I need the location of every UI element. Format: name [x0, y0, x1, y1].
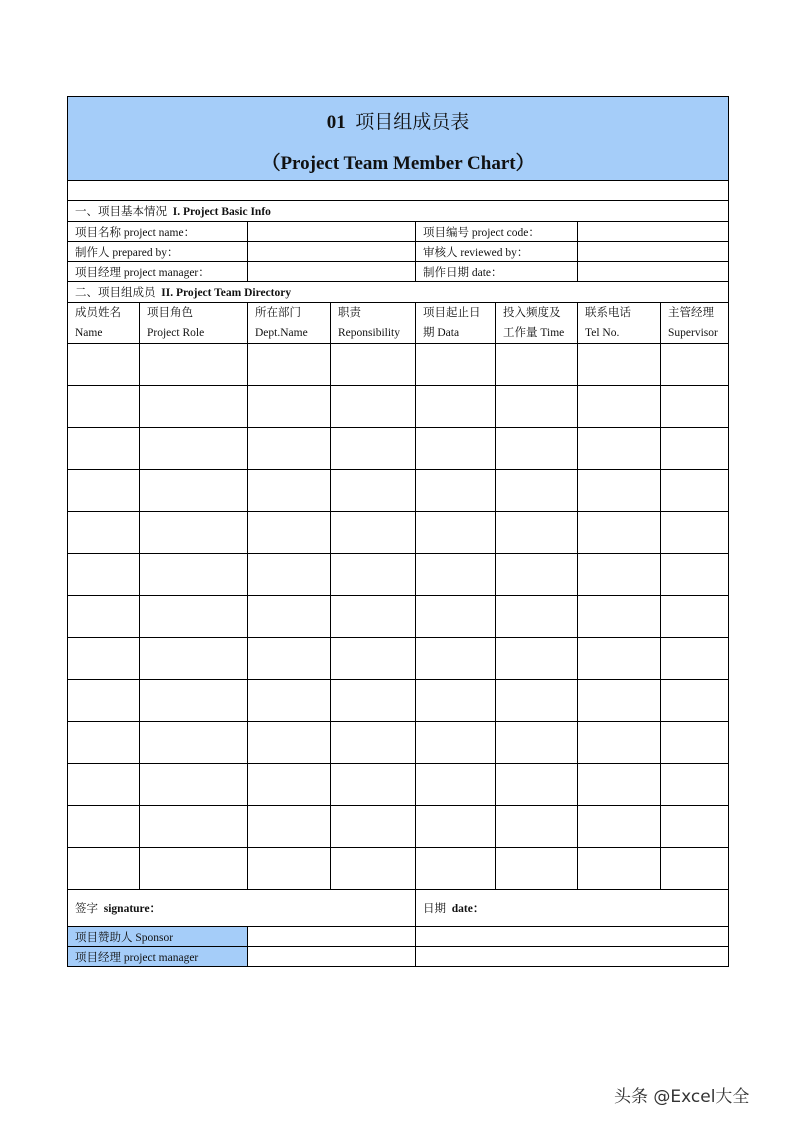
- project-name-label: 项目名称 project name：: [68, 222, 248, 242]
- table-cell[interactable]: [331, 806, 416, 848]
- column-header-en: Reponsibility: [338, 327, 400, 339]
- watermark: 头条 @Excel大全: [614, 1087, 750, 1107]
- title-en: （Project Team Member Chart）: [261, 152, 535, 174]
- sponsor-field[interactable]: [248, 927, 416, 947]
- section-basic-info: [68, 201, 729, 222]
- table-cell[interactable]: [68, 596, 140, 638]
- table-cell[interactable]: [331, 428, 416, 470]
- table-row: [68, 722, 729, 764]
- table-cell[interactable]: [331, 596, 416, 638]
- table-cell[interactable]: [661, 764, 729, 806]
- column-header-cn: 投入频度及: [503, 307, 561, 319]
- column-header-cn: 联系电话: [585, 307, 631, 319]
- table-cell[interactable]: [68, 764, 140, 806]
- table-cell[interactable]: [68, 638, 140, 680]
- table-cell[interactable]: [140, 470, 248, 512]
- table-cell[interactable]: [331, 638, 416, 680]
- title-line-cn: [68, 107, 728, 134]
- table-cell[interactable]: [331, 470, 416, 512]
- column-header: [140, 303, 248, 344]
- table-cell[interactable]: [578, 386, 661, 428]
- table-row: [68, 806, 729, 848]
- blank-row: [68, 181, 729, 201]
- table-cell[interactable]: [661, 386, 729, 428]
- column-header-en: 期 Data: [423, 327, 460, 339]
- table-cell[interactable]: [496, 596, 578, 638]
- column-header: [331, 303, 416, 344]
- pm-sign-field[interactable]: [416, 947, 729, 967]
- table-cell[interactable]: [140, 596, 248, 638]
- table-cell[interactable]: [661, 806, 729, 848]
- table-cell[interactable]: [248, 344, 331, 386]
- section-team-directory: [68, 282, 729, 303]
- table-cell[interactable]: [416, 470, 496, 512]
- table-cell[interactable]: [248, 428, 331, 470]
- table-cell[interactable]: [578, 638, 661, 680]
- column-header: [496, 303, 578, 344]
- table-cell[interactable]: [661, 596, 729, 638]
- table-row: [68, 512, 729, 554]
- project-manager-label: 项目经理 project manager：: [68, 262, 248, 282]
- table-cell[interactable]: [331, 764, 416, 806]
- table-cell[interactable]: [248, 848, 331, 890]
- column-header-cn: 项目角色: [147, 307, 193, 319]
- table-cell[interactable]: [331, 512, 416, 554]
- column-header: [68, 303, 140, 344]
- table-cell[interactable]: [496, 428, 578, 470]
- column-header-cn: 项目起止日: [423, 307, 481, 319]
- table-row: [68, 344, 729, 386]
- table-cell[interactable]: [68, 848, 140, 890]
- title-number: 01: [326, 111, 346, 133]
- table-cell[interactable]: [578, 806, 661, 848]
- table-cell[interactable]: [331, 554, 416, 596]
- table-cell[interactable]: [661, 638, 729, 680]
- table-cell[interactable]: [496, 344, 578, 386]
- table-row: [68, 470, 729, 512]
- date-label: 制作日期 date：: [416, 262, 578, 282]
- table-cell[interactable]: [578, 554, 661, 596]
- table-cell[interactable]: [496, 848, 578, 890]
- prepared-by-label: 制作人 prepared by：: [68, 242, 248, 262]
- table-cell[interactable]: [140, 344, 248, 386]
- table-cell[interactable]: [140, 680, 248, 722]
- reviewed-by-label: 审核人 reviewed by：: [416, 242, 578, 262]
- table-cell[interactable]: [331, 386, 416, 428]
- project-manager-field[interactable]: [248, 262, 416, 282]
- table-cell[interactable]: [248, 722, 331, 764]
- project-code-field[interactable]: [578, 222, 729, 242]
- table-cell[interactable]: [416, 386, 496, 428]
- table-cell[interactable]: [578, 428, 661, 470]
- column-header-en: 工作量 Time: [503, 327, 565, 339]
- table-cell[interactable]: [578, 722, 661, 764]
- table-row: [68, 680, 729, 722]
- table-cell[interactable]: [248, 638, 331, 680]
- table-cell[interactable]: [661, 848, 729, 890]
- reviewed-by-field[interactable]: [578, 242, 729, 262]
- table-cell[interactable]: [496, 722, 578, 764]
- column-header-cn: 职责: [338, 307, 361, 319]
- table-cell[interactable]: [661, 554, 729, 596]
- table-cell[interactable]: [68, 428, 140, 470]
- table-cell[interactable]: [140, 806, 248, 848]
- column-header: [248, 303, 331, 344]
- table-cell[interactable]: [140, 554, 248, 596]
- table-cell[interactable]: [578, 848, 661, 890]
- table-row: [68, 764, 729, 806]
- prepared-by-field[interactable]: [248, 242, 416, 262]
- team-member-form: [67, 96, 729, 967]
- table-cell[interactable]: [416, 680, 496, 722]
- table-cell[interactable]: [496, 806, 578, 848]
- table-cell[interactable]: [578, 680, 661, 722]
- title-banner: [68, 97, 729, 181]
- table-cell[interactable]: [416, 764, 496, 806]
- title-cn: 项目组成员表: [355, 111, 470, 133]
- table-row: [68, 638, 729, 680]
- date-field[interactable]: [578, 262, 729, 282]
- column-header: [578, 303, 661, 344]
- column-header-en: Tel No.: [585, 327, 620, 339]
- table-row: [68, 386, 729, 428]
- sponsor-label: 项目赞助人 Sponsor: [68, 927, 248, 947]
- table-cell[interactable]: [416, 848, 496, 890]
- table-cell[interactable]: [661, 722, 729, 764]
- table-cell[interactable]: [416, 596, 496, 638]
- section-basic-en: I. Project Basic Info: [172, 206, 271, 218]
- table-cell[interactable]: [416, 428, 496, 470]
- column-header-cn: 成员姓名: [75, 307, 121, 319]
- sponsor-sign-field[interactable]: [416, 927, 729, 947]
- column-header-cn: 主管经理: [668, 307, 714, 319]
- table-cell[interactable]: [496, 512, 578, 554]
- table-row: [68, 848, 729, 890]
- table-cell[interactable]: [496, 680, 578, 722]
- project-code-label: 项目编号 project code：: [416, 222, 578, 242]
- section-basic-cn: 一、项目基本情况: [75, 206, 167, 218]
- signature-cell[interactable]: [68, 890, 416, 927]
- column-header: [416, 303, 496, 344]
- table-cell[interactable]: [248, 596, 331, 638]
- table-cell[interactable]: [661, 680, 729, 722]
- pm-field[interactable]: [248, 947, 416, 967]
- table-cell[interactable]: [331, 848, 416, 890]
- table-cell[interactable]: [248, 386, 331, 428]
- pm-label: 项目经理 project manager: [68, 947, 248, 967]
- column-header-en: Name: [75, 327, 103, 339]
- table-cell[interactable]: [661, 470, 729, 512]
- table-cell[interactable]: [140, 722, 248, 764]
- table-cell[interactable]: [68, 722, 140, 764]
- sign-date-cn: 日期: [423, 903, 446, 915]
- table-cell[interactable]: [496, 386, 578, 428]
- table-cell[interactable]: [578, 764, 661, 806]
- table-cell[interactable]: [248, 806, 331, 848]
- table-cell[interactable]: [496, 638, 578, 680]
- table-cell[interactable]: [578, 596, 661, 638]
- table-cell[interactable]: [416, 344, 496, 386]
- table-cell[interactable]: [248, 512, 331, 554]
- table-cell[interactable]: [416, 512, 496, 554]
- signature-cn: 签字: [75, 903, 98, 915]
- column-header: [661, 303, 729, 344]
- table-row: [68, 596, 729, 638]
- table-cell[interactable]: [248, 764, 331, 806]
- table-cell[interactable]: [68, 470, 140, 512]
- table-cell[interactable]: [496, 764, 578, 806]
- table-cell[interactable]: [248, 470, 331, 512]
- table-cell[interactable]: [661, 344, 729, 386]
- table-cell[interactable]: [68, 344, 140, 386]
- project-name-field[interactable]: [248, 222, 416, 242]
- table-row: [68, 428, 729, 470]
- table-cell[interactable]: [578, 344, 661, 386]
- table-cell[interactable]: [331, 344, 416, 386]
- table-cell[interactable]: [416, 806, 496, 848]
- sign-date-en: date：: [451, 903, 485, 915]
- table-cell[interactable]: [68, 680, 140, 722]
- table-cell[interactable]: [140, 848, 248, 890]
- table-cell[interactable]: [140, 764, 248, 806]
- table-cell[interactable]: [68, 554, 140, 596]
- table-cell[interactable]: [68, 386, 140, 428]
- table-cell[interactable]: [68, 512, 140, 554]
- table-cell[interactable]: [140, 386, 248, 428]
- table-cell[interactable]: [140, 428, 248, 470]
- signature-en: signature：: [103, 903, 162, 915]
- table-cell[interactable]: [248, 554, 331, 596]
- section-team-cn: 二、项目组成员: [75, 287, 156, 299]
- sign-date-cell[interactable]: [416, 890, 729, 927]
- section-team-en: II. Project Team Directory: [161, 287, 292, 299]
- column-header-en: Project Role: [147, 327, 205, 339]
- table-cell[interactable]: [331, 680, 416, 722]
- table-cell[interactable]: [331, 722, 416, 764]
- table-cell[interactable]: [416, 554, 496, 596]
- table-row: [68, 554, 729, 596]
- table-cell[interactable]: [496, 554, 578, 596]
- table-cell[interactable]: [416, 722, 496, 764]
- column-header-en: Supervisor: [668, 327, 718, 339]
- table-cell[interactable]: [496, 470, 578, 512]
- table-cell[interactable]: [248, 680, 331, 722]
- column-header-en: Dept.Name: [255, 327, 308, 339]
- column-header-cn: 所在部门: [255, 307, 301, 319]
- table-cell[interactable]: [140, 638, 248, 680]
- table-cell[interactable]: [68, 806, 140, 848]
- table-cell[interactable]: [661, 512, 729, 554]
- table-cell[interactable]: [578, 470, 661, 512]
- table-cell[interactable]: [140, 512, 248, 554]
- table-cell[interactable]: [578, 512, 661, 554]
- table-cell[interactable]: [661, 428, 729, 470]
- table-cell[interactable]: [416, 638, 496, 680]
